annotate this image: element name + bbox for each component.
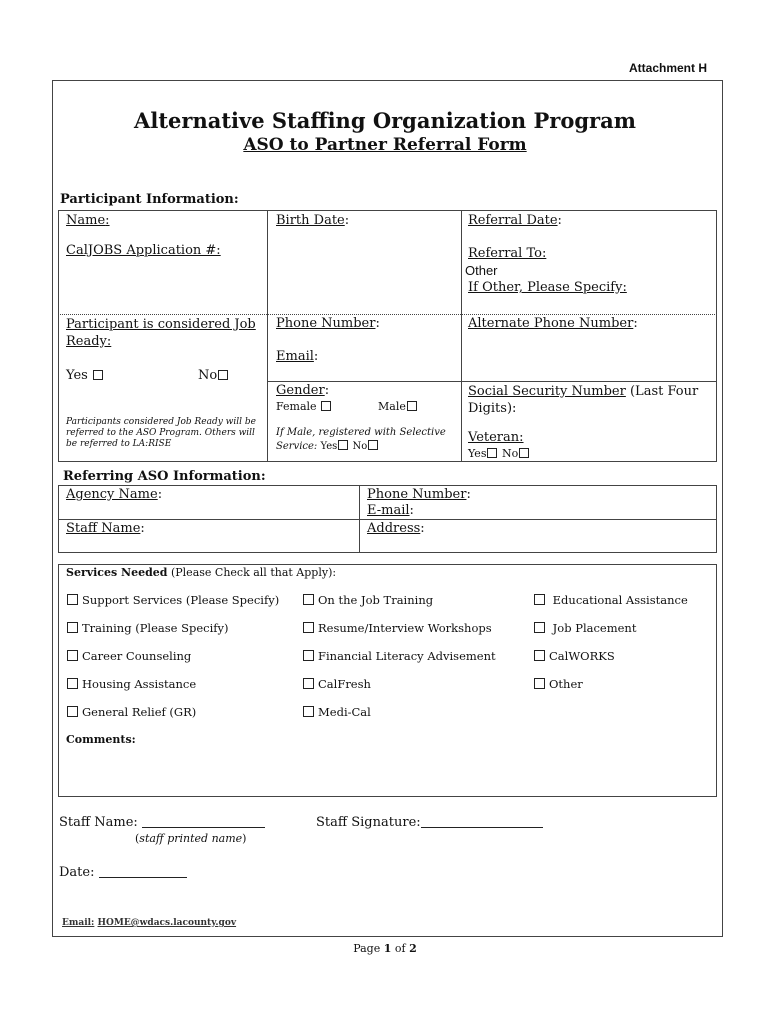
service-training[interactable]: Training (Please Specify) <box>66 621 229 635</box>
checkbox-icon[interactable] <box>519 448 529 458</box>
checkbox-icon[interactable] <box>303 678 314 689</box>
participant-divider-1 <box>267 210 268 462</box>
referral-to-value[interactable]: Other <box>465 263 498 278</box>
aso-email-label[interactable]: E-mail: <box>367 503 414 518</box>
staff-name-line[interactable] <box>142 827 265 828</box>
participant-row-divider <box>58 314 717 315</box>
veteran-options[interactable]: Yes No <box>468 447 530 460</box>
participant-section-title: Participant Information: <box>60 192 239 207</box>
checkbox-icon[interactable] <box>303 706 314 717</box>
checkbox-icon[interactable] <box>93 370 103 380</box>
staff-name-label[interactable]: Staff Name: <box>66 521 145 536</box>
service-job-placement[interactable]: Job Placement <box>533 621 636 635</box>
service-calworks[interactable]: CalWORKS <box>533 649 615 663</box>
checkbox-icon[interactable] <box>67 594 78 605</box>
checkbox-icon[interactable] <box>67 706 78 717</box>
service-housing-assistance[interactable]: Housing Assistance <box>66 677 196 691</box>
checkbox-icon[interactable] <box>67 622 78 633</box>
checkbox-icon[interactable] <box>303 650 314 661</box>
sig-date[interactable]: Date: <box>59 865 187 880</box>
checkbox-icon[interactable] <box>218 370 228 380</box>
form-subtitle: ASO to Partner Referral Form <box>243 135 527 155</box>
service-financial-literacy[interactable]: Financial Literacy Advisement <box>302 649 496 663</box>
service-support-services[interactable]: Support Services (Please Specify) <box>66 593 279 607</box>
birth-date-label[interactable]: Birth Date: <box>276 213 350 228</box>
footer-email[interactable]: Email: HOME@wdacs.lacounty.gov <box>62 918 237 928</box>
phone-label[interactable]: Phone Number: <box>276 316 380 331</box>
checkbox-icon[interactable] <box>368 440 378 450</box>
checkbox-icon[interactable] <box>534 622 545 633</box>
sig-staff-name[interactable]: Staff Name: <box>59 815 265 830</box>
service-medi-cal[interactable]: Medi-Cal <box>302 705 371 719</box>
gender-male[interactable]: Male <box>378 400 418 413</box>
email-label[interactable]: Email: <box>276 349 319 364</box>
attachment-label: Attachment H <box>629 61 708 75</box>
participant-row-divider-2 <box>267 381 717 382</box>
checkbox-icon[interactable] <box>67 678 78 689</box>
checkbox-icon[interactable] <box>534 650 545 661</box>
if-other-label[interactable]: If Other, Please Specify: <box>468 280 627 295</box>
checkbox-icon[interactable] <box>487 448 497 458</box>
gender-label: Gender: <box>276 383 330 398</box>
name-label: Name: <box>66 213 110 228</box>
selective-service[interactable]: If Male, registered with Selective Service: Yes No <box>276 427 446 452</box>
checkbox-icon[interactable] <box>303 594 314 605</box>
comments-label[interactable]: Comments: <box>66 733 136 746</box>
caljobs-label[interactable]: CalJOBS Application #: <box>66 243 221 258</box>
job-ready-label: Participant is considered Job Ready: <box>66 317 256 349</box>
checkbox-icon[interactable] <box>534 594 545 605</box>
job-ready-no[interactable]: No <box>198 368 229 383</box>
service-resume-workshops[interactable]: Resume/Interview Workshops <box>302 621 492 635</box>
checkbox-icon[interactable] <box>534 678 545 689</box>
aso-section-title: Referring ASO Information: <box>63 469 266 484</box>
referral-date-label[interactable]: Referral Date: <box>468 213 562 228</box>
service-on-the-job-training[interactable]: On the Job Training <box>302 593 433 607</box>
referral-to-label: Referral To: <box>468 246 547 261</box>
checkbox-icon[interactable] <box>338 440 348 450</box>
sig-staff-signature[interactable]: Staff Signature: <box>316 815 543 830</box>
job-ready-note: Participants considered Job Ready will be referred to the ASO Program. Others will be referred to LA:RISE <box>66 417 256 449</box>
gender-female[interactable]: Female <box>276 400 332 413</box>
checkbox-icon[interactable] <box>407 401 417 411</box>
ssn-label[interactable]: Social Security Number (Last Four Digits): <box>468 384 699 416</box>
participant-divider-2 <box>461 210 462 462</box>
aso-row-divider <box>58 519 717 520</box>
checkbox-icon[interactable] <box>67 650 78 661</box>
alt-phone-label[interactable]: Alternate Phone Number: <box>468 316 638 331</box>
veteran-label: Veteran: <box>468 430 524 445</box>
form-title: Alternative Staffing Organization Program <box>134 108 636 133</box>
checkbox-icon[interactable] <box>321 401 331 411</box>
page-number: Page 1 of 2 <box>353 942 417 955</box>
agency-name-label[interactable]: Agency Name: <box>66 487 163 502</box>
service-career-counseling[interactable]: Career Counseling <box>66 649 191 663</box>
staff-signature-line[interactable] <box>421 827 543 828</box>
service-other[interactable]: Other <box>533 677 583 691</box>
checkbox-icon[interactable] <box>303 622 314 633</box>
staff-printed-name-hint: (staff printed name) <box>135 832 247 845</box>
aso-address-label[interactable]: Address: <box>367 521 425 536</box>
services-title: Services Needed (Please Check all that Apply): <box>66 566 337 579</box>
service-general-relief[interactable]: General Relief (GR) <box>66 705 196 719</box>
job-ready-yes[interactable]: Yes <box>66 368 104 383</box>
aso-phone-label[interactable]: Phone Number: <box>367 487 471 502</box>
date-line[interactable] <box>99 877 187 878</box>
service-calfresh[interactable]: CalFresh <box>302 677 371 691</box>
service-educational-assistance[interactable]: Educational Assistance <box>533 593 688 607</box>
